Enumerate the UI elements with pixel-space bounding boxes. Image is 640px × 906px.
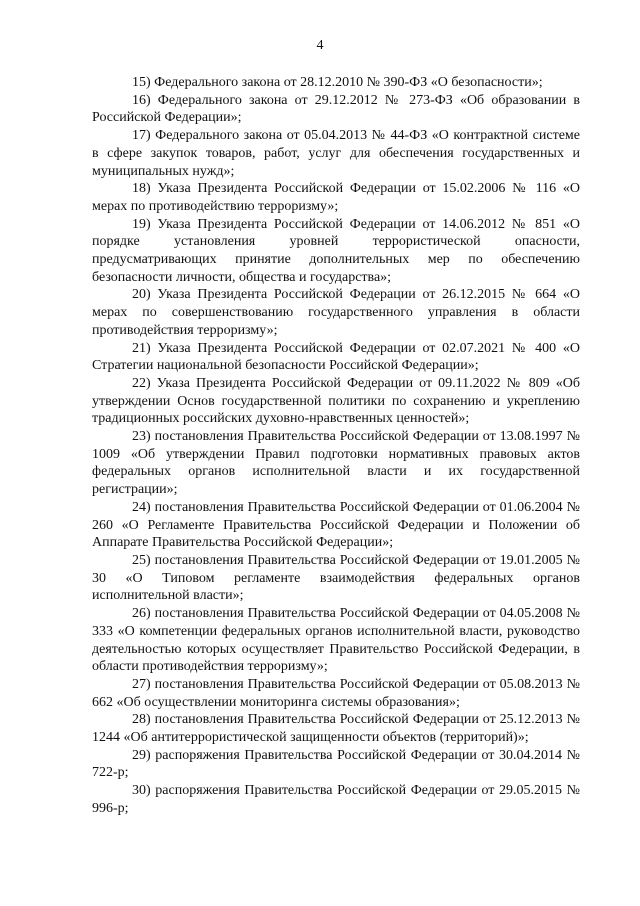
list-item-23: 23) постановления Правительства Российской Федерации от 13.08.1997 № 1009 «Об утверждении Правил подготовки нормативных правовых актов федеральных органов исполнительной власти и их государственной регистрации»; [92, 429, 580, 498]
list-item-17: 17) Федерального закона от 05.04.2013 № 44-ФЗ «О контрактной системе в сфере закупок товаров, работ, услуг для обеспечения государственных и муниципальных нужд»; [92, 128, 580, 179]
list-item-28: 28) постановления Правительства Российской Федерации от 25.12.2013 № 1244 «Об антитеррористической защищенности объектов (территорий)»; [92, 712, 580, 746]
list-item-24: 24) постановления Правительства Российской Федерации от 01.06.2004 № 260 «О Регламенте Правительства Российской Федерации и Положении об Аппарате Правительства Российской Федерации»; [92, 499, 580, 551]
list-item-15: 15) Федерального закона от 28.12.2010 № 390-ФЗ «О безопасности»; [132, 75, 543, 90]
list-item-18: 18) Указа Президента Российской Федерации от 15.02.2006 № 116 «О мерах по противодействию терроризму»; [92, 181, 580, 214]
list-item-25: 25) постановления Правительства Российской Федерации от 19.01.2005 № 30 «О Типовом регламенте взаимодействия федеральных органов исполнительной власти»; [92, 552, 580, 604]
list-item-27: 27) постановления Правительства Российской Федерации от 05.08.2013 № 662 «Об осуществлении мониторинга системы образования»; [92, 676, 580, 710]
list-item-26: 26) постановления Правительства Российской Федерации от 04.05.2008 № 333 «О компетенции федеральных органов исполнительной власти, руководство деятельностью которых осуществляет Правительство Российской Федерации, в области противодействия терроризму»; [92, 606, 580, 675]
document-body [92, 74, 580, 818]
list-item-30: 30) распоряжения Правительства Российской Федерации от 29.05.2015 № 996-р; [92, 783, 580, 816]
list-item-20: 20) Указа Президента Российской Федерации от 26.12.2015 № 664 «О мерах по совершенствованию государственного управления в области противодействия терроризму»; [92, 287, 580, 338]
list-item-16: 16) Федерального закона от 29.12.2012 № 273-ФЗ «Об образовании в Российской Федерации»; [92, 92, 580, 126]
list-item-29: 29) распоряжения Правительства Российской Федерации от 30.04.2014 № 722-р; [92, 747, 580, 781]
list-item-21: 21) Указа Президента Российской Федерации от 02.07.2021 № 400 «О Стратегии национальной безопасности Российской Федерации»; [92, 340, 580, 374]
list-item-22: 22) Указа Президента Российской Федерации от 09.11.2022 № 809 «Об утверждении Основ государственной политики по сохранению и укреплению традиционных российских духовно-нравственных ценностей»; [92, 375, 580, 427]
list-item-19: 19) Указа Президента Российской Федерации от 14.06.2012 № 851 «О порядке установления уровней террористической опасности, предусматривающих принятие дополнительных мер по обеспечению безопасности личности, общества и государства»; [92, 216, 580, 285]
page-number: 4 [316, 38, 324, 53]
